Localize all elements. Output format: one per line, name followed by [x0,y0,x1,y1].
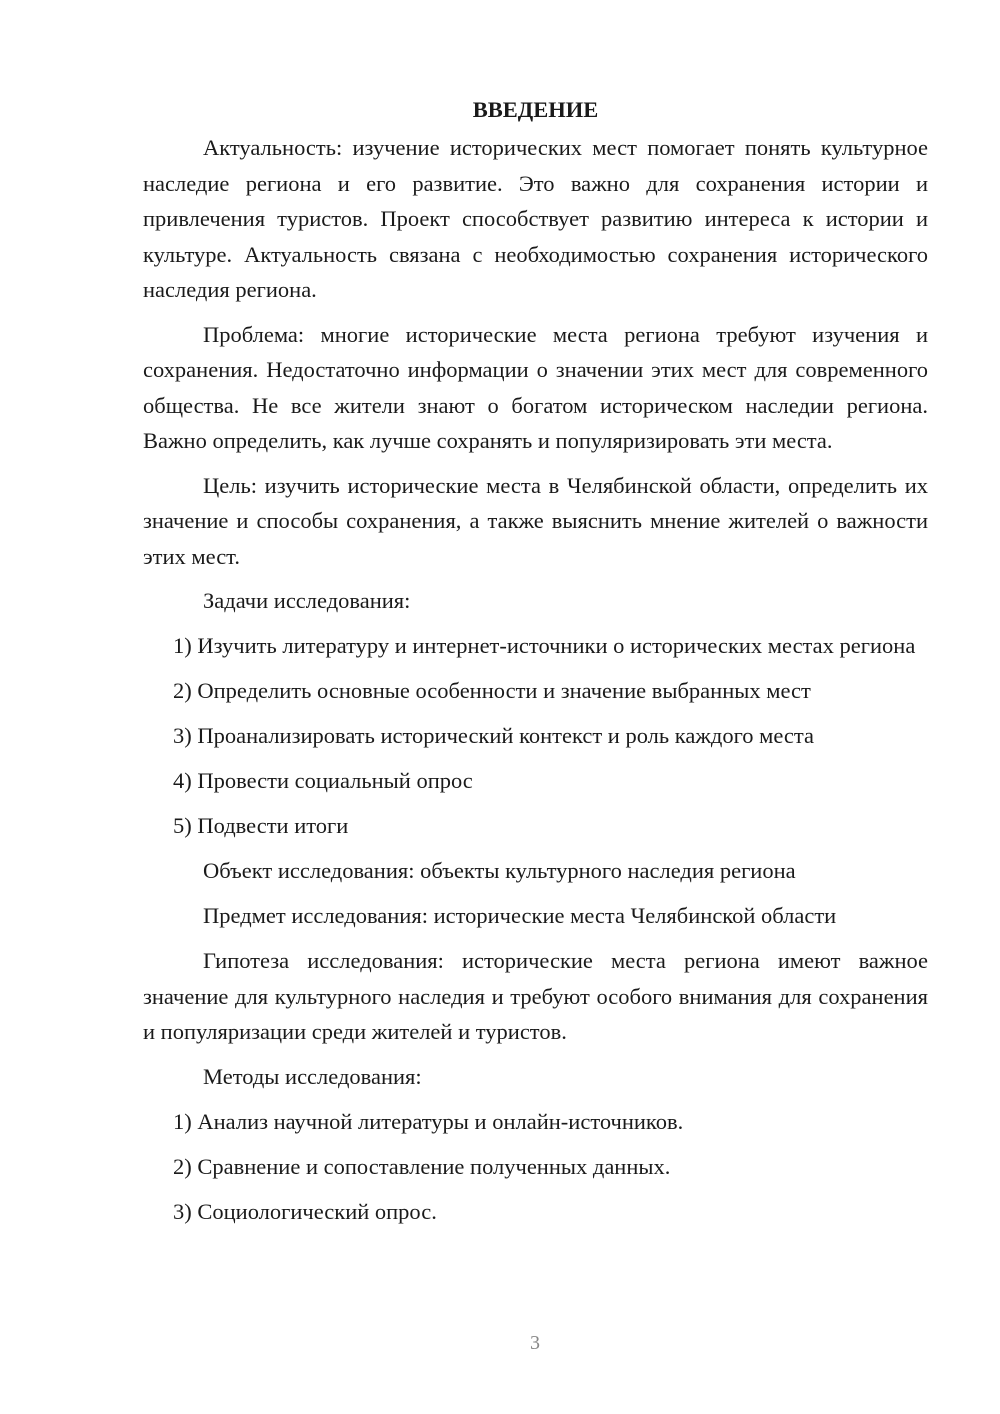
hypothesis-paragraph: Гипотеза исследования: исторические места региона имеют важное значение для культурного наследия и требуют особого внимания для сохранения и популяризации среди жителей и туристов. [143,948,928,1044]
document-page [143,90,928,1239]
relevance-paragraph: Актуальность: изучение исторических мест помогает понять культурное наследие региона и его развитие. Это важно для сохранения истории и привлечения туристов. Проект способствует развитию интереса к истории и культуре. Актуальность связана с необходимостью сохранения исторического наследия региона. [143,135,928,302]
task-item: 2) Определить основные особенности и значение выбранных мест [173,678,811,703]
goal-paragraph: Цель: изучить исторические места в Челябинской области, определить их значение и способы сохранения, а также выяснить мнение жителей о важности этих мест. [143,472,928,569]
research-object: Объект исследования: объекты культурного наследия региона [203,858,796,883]
task-item: 3) Проанализировать исторический контекст и роль каждого места [173,723,814,748]
methods-heading: Методы исследования: [203,1063,422,1089]
task-item: 5) Подвести итоги [173,813,349,838]
task-item: 1) Изучить литературу и интернет-источники о исторических местах региона [173,633,916,658]
task-item: 4) Провести социальный опрос [173,768,473,793]
tasks-heading: Задачи исследования: [203,588,411,613]
page-title: ВВЕДЕНИЕ [472,97,599,122]
method-item: 2) Сравнение и сопоставление полученных данных. [173,1153,671,1179]
research-subject: Предмет исследования: исторические места Челябинской области [203,903,837,928]
method-item: 1) Анализ научной литературы и онлайн-источников. [173,1108,684,1134]
problem-paragraph: Проблема: многие исторические места региона требуют изучения и сохранения. Недостаточно информации о значении этих мест для современного общества. Не все жители знают о богатом историческом наследии региона. Важно определить, как лучше сохранять и популяризировать эти места. [143,321,928,453]
page-number: 3 [530,1332,540,1354]
method-item: 3) Социологический опрос. [173,1198,437,1224]
